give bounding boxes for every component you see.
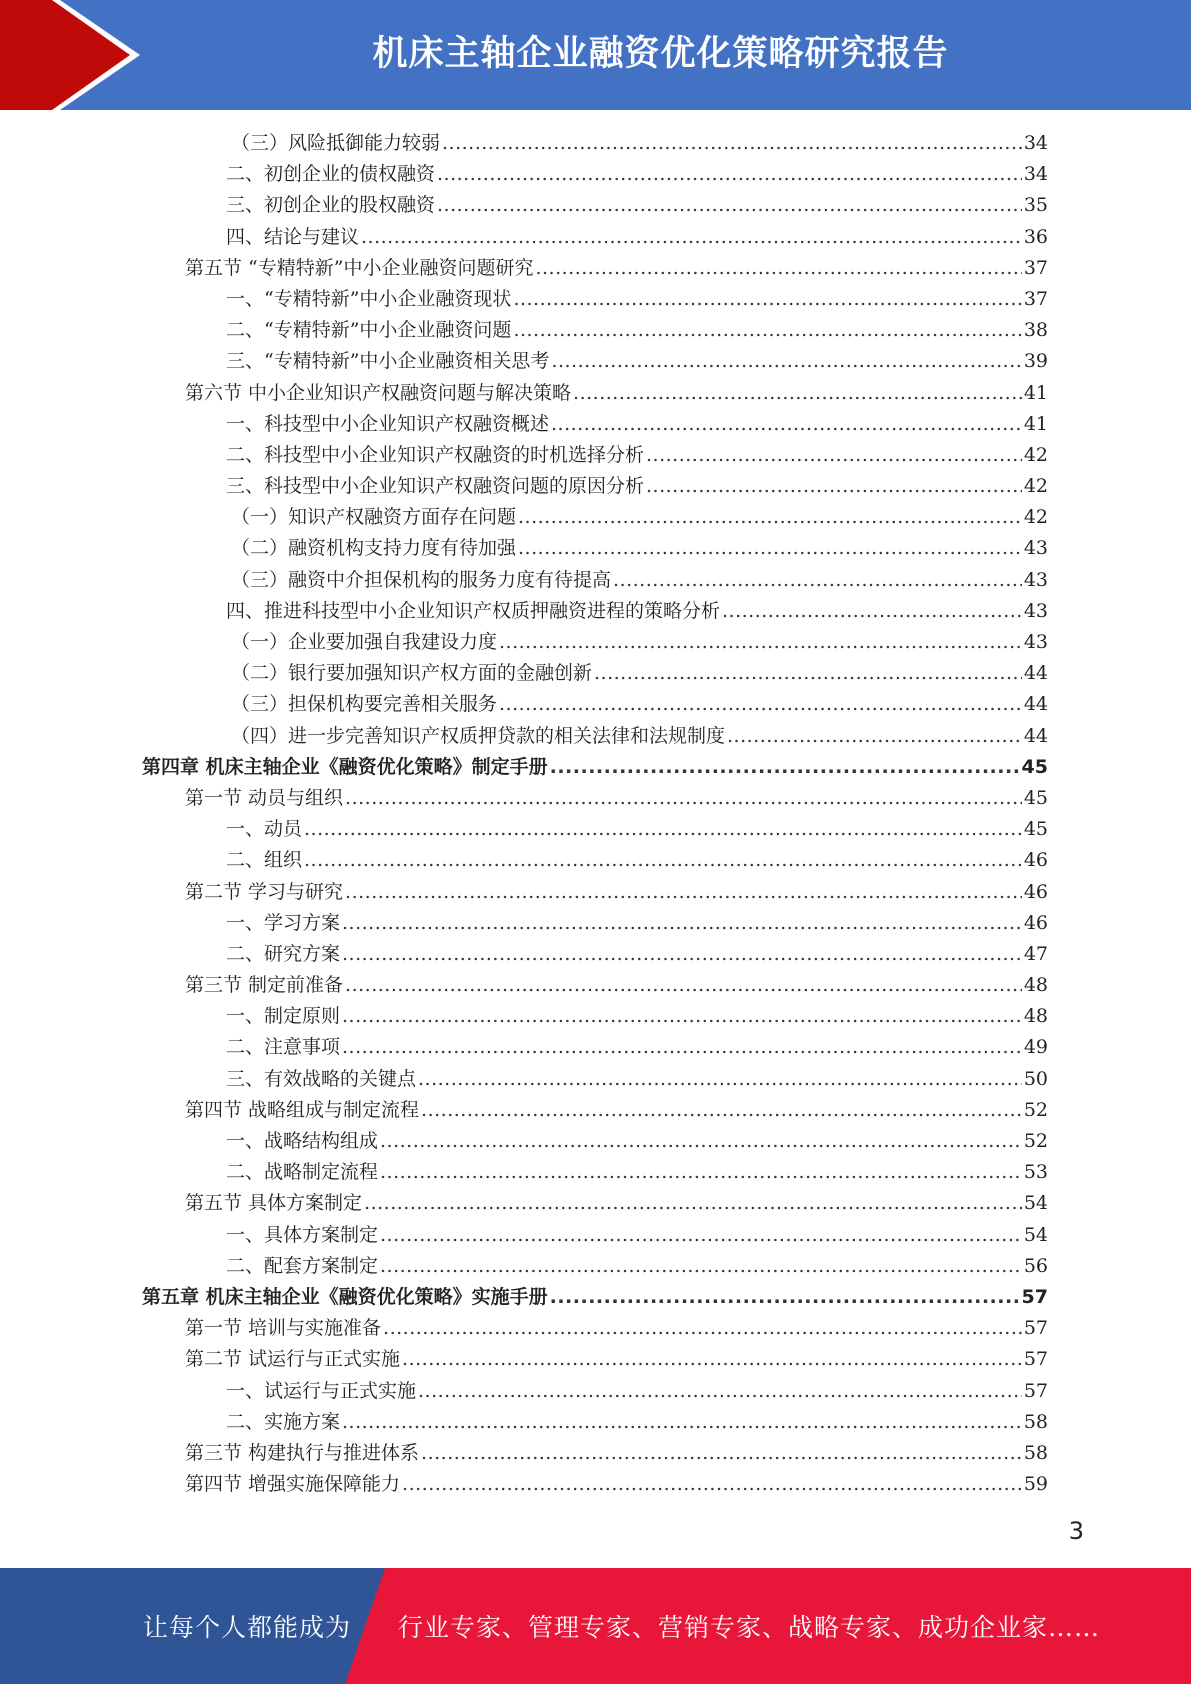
- toc-entry-page: 46: [1023, 849, 1048, 872]
- toc-dot-leader: [437, 159, 1022, 190]
- toc-entry[interactable]: [226, 1376, 1048, 1407]
- toc-dot-leader: [342, 1407, 1022, 1438]
- toc-entry-title: 第四章 机床主轴企业《融资优化策略》制定手册: [142, 755, 548, 778]
- toc-entry-page: 41: [1023, 412, 1048, 435]
- toc-entry[interactable]: [226, 440, 1048, 471]
- toc-entry[interactable]: [185, 970, 1048, 1001]
- toc-entry[interactable]: [185, 253, 1048, 284]
- toc-entry-page: 42: [1023, 506, 1048, 529]
- toc-entry-page: 58: [1023, 1410, 1048, 1433]
- toc-dot-leader: [518, 502, 1022, 533]
- toc-entry-title: 一、学习方案: [226, 911, 341, 934]
- toc-entry-title: （三）风险抵御能力较弱: [231, 132, 441, 154]
- toc-entry-title: 三、初创企业的股权融资: [226, 194, 436, 217]
- toc-entry-title: 三、科技型中小企业知识产权融资问题的原因分析: [226, 475, 645, 498]
- toc-entry-title: （三）担保机构要完善相关服务: [231, 693, 498, 716]
- toc-entry[interactable]: [226, 1157, 1048, 1188]
- toc-entry[interactable]: [226, 222, 1048, 253]
- toc-entry-page: 37: [1023, 287, 1048, 310]
- toc-entry[interactable]: [231, 721, 1048, 752]
- toc-entry-title: 一、战略结构组成: [226, 1130, 379, 1152]
- toc-dot-leader: [418, 1376, 1022, 1407]
- toc-entry[interactable]: [185, 783, 1048, 814]
- toc-entry-title: 第四节 战略组成与制定流程: [185, 1098, 420, 1121]
- toc-entry[interactable]: [226, 1407, 1048, 1438]
- toc-entry-title: 三、有效战略的关键点: [226, 1067, 417, 1090]
- toc-entry-page: 37: [1023, 256, 1048, 279]
- toc-dot-leader: [722, 596, 1022, 627]
- toc-entry-title: 二、配套方案制定: [226, 1254, 379, 1277]
- red-arrow-icon: [0, 0, 150, 110]
- toc-entry-page: 45: [1021, 755, 1048, 778]
- toc-entry[interactable]: [226, 409, 1048, 440]
- toc-dot-leader: [437, 190, 1022, 221]
- page-header: [0, 0, 1191, 110]
- toc-entry[interactable]: [185, 1188, 1048, 1219]
- toc-entry-page: 45: [1023, 786, 1048, 809]
- toc-entry-page: 46: [1023, 911, 1048, 934]
- toc-entry-title: 第五节 “专精特新”中小企业融资问题研究: [185, 256, 534, 279]
- toc-entry[interactable]: [142, 752, 1048, 783]
- toc-entry-title: 一、制定原则: [226, 1005, 341, 1028]
- toc-entry[interactable]: [226, 1001, 1048, 1032]
- toc-entry-title: 第一节 培训与实施准备: [185, 1317, 382, 1340]
- toc-entry-title: 一、“专精特新”中小企业融资现状: [226, 287, 512, 310]
- toc-entry[interactable]: [231, 565, 1048, 596]
- toc-entry-page: 43: [1023, 537, 1048, 560]
- page-number: 3: [1068, 1517, 1084, 1545]
- toc-entry-title: 二、“专精特新”中小企业融资问题: [226, 319, 512, 342]
- toc-entry-page: 59: [1023, 1473, 1048, 1496]
- toc-entry[interactable]: [226, 159, 1048, 190]
- toc-entry-title: 四、结论与建议: [226, 225, 360, 248]
- footer-slogan-left: 让每个人都能成为: [143, 1613, 352, 1642]
- toc-dot-leader: [380, 1157, 1022, 1188]
- toc-dot-leader: [342, 1001, 1022, 1032]
- toc-entry-page: 56: [1023, 1254, 1048, 1277]
- toc-dot-leader: [418, 1064, 1022, 1095]
- toc-entry-page: 42: [1023, 475, 1048, 498]
- toc-entry-title: （四）进一步完善知识产权质押贷款的相关法律和法规制度: [231, 724, 726, 747]
- toc-entry[interactable]: [231, 533, 1048, 564]
- toc-dot-leader: [421, 1095, 1022, 1126]
- toc-entry-page: 48: [1023, 1005, 1048, 1028]
- toc-dot-leader: [364, 1188, 1022, 1219]
- toc-entry-title: 二、战略制定流程: [226, 1161, 379, 1184]
- toc-dot-leader: [518, 533, 1022, 564]
- toc-entry[interactable]: [185, 1438, 1048, 1469]
- toc-dot-leader: [345, 970, 1022, 1001]
- toc-entry-title: 第二节 学习与研究: [185, 880, 344, 903]
- toc-dot-leader: [402, 1469, 1022, 1500]
- toc-entry-title: 第五章 机床主轴企业《融资优化策略》实施手册: [142, 1285, 548, 1308]
- toc-entry-title: 第三节 制定前准备: [185, 974, 344, 997]
- toc-entry-title: 一、具体方案制定: [226, 1223, 379, 1246]
- toc-dot-leader: [380, 1220, 1022, 1251]
- toc-entry-title: 二、科技型中小企业知识产权融资的时机选择分析: [226, 443, 645, 466]
- toc-dot-leader: [442, 128, 1022, 159]
- toc-dot-leader: [727, 721, 1022, 752]
- toc-entry-title: （三）融资中介担保机构的服务力度有待提高: [231, 568, 612, 591]
- toc-dot-leader: [499, 689, 1022, 720]
- toc-entry[interactable]: [226, 908, 1048, 939]
- toc-entry-page: 58: [1023, 1441, 1048, 1464]
- toc-entry-title: 一、试运行与正式实施: [226, 1379, 417, 1402]
- toc-dot-leader: [402, 1344, 1022, 1375]
- toc-entry-page: 43: [1023, 631, 1048, 653]
- toc-entry-title: 四、推进科技型中小企业知识产权质押融资进程的策略分析: [226, 599, 721, 622]
- toc-dot-leader: [342, 1032, 1022, 1063]
- toc-entry[interactable]: [185, 378, 1048, 409]
- toc-entry[interactable]: [226, 190, 1048, 221]
- toc-entry[interactable]: [231, 689, 1048, 720]
- toc-dot-leader: [345, 877, 1022, 908]
- toc-entry-title: （二）融资机构支持力度有待加强: [231, 537, 517, 560]
- toc-entry-title: 一、动员: [226, 818, 303, 841]
- toc-dot-leader: [421, 1438, 1022, 1469]
- toc-dot-leader: [573, 378, 1022, 409]
- toc-entry[interactable]: [226, 596, 1048, 627]
- toc-entry-page: 38: [1023, 319, 1048, 342]
- toc-entry[interactable]: [226, 346, 1048, 377]
- toc-entry-title: 第二节 试运行与正式实施: [185, 1348, 401, 1371]
- toc-entry-title: 二、初创企业的债权融资: [226, 163, 436, 186]
- toc-entry-page: 57: [1023, 1379, 1048, 1402]
- toc-entry-page: 57: [1023, 1348, 1048, 1371]
- toc-entry-page: 50: [1023, 1067, 1048, 1090]
- toc-entry-page: 44: [1023, 724, 1048, 747]
- toc-entry-page: 34: [1023, 132, 1048, 154]
- toc-entry-title: 一、科技型中小企业知识产权融资概述: [226, 412, 550, 435]
- toc-entry-page: 42: [1023, 443, 1048, 466]
- toc-entry[interactable]: [226, 284, 1048, 315]
- toc-dot-leader: [551, 409, 1022, 440]
- toc-entry-page: 46: [1023, 880, 1048, 903]
- toc-dot-leader: [646, 471, 1022, 502]
- toc-entry-page: 47: [1023, 942, 1048, 965]
- toc-entry-page: 57: [1021, 1285, 1048, 1308]
- toc-dot-leader: [513, 315, 1021, 346]
- toc-entry-page: 57: [1023, 1317, 1048, 1340]
- table-of-contents: [0, 128, 1191, 1500]
- toc-entry-page: 53: [1023, 1161, 1048, 1184]
- toc-entry[interactable]: [226, 1251, 1048, 1282]
- toc-dot-leader: [513, 284, 1021, 315]
- toc-entry[interactable]: [231, 502, 1048, 533]
- toc-entry-title: 二、注意事项: [226, 1036, 341, 1059]
- toc-entry[interactable]: [231, 627, 1048, 658]
- toc-entry-title: 第五节 具体方案制定: [185, 1192, 363, 1215]
- toc-dot-leader: [551, 346, 1021, 377]
- toc-entry-page: 52: [1023, 1130, 1048, 1152]
- toc-dot-leader: [550, 1282, 1020, 1313]
- toc-entry-title: 二、实施方案: [226, 1410, 341, 1433]
- toc-entry[interactable]: [226, 814, 1048, 845]
- toc-entry[interactable]: [142, 1282, 1048, 1313]
- toc-entry[interactable]: [226, 1064, 1048, 1095]
- toc-entry-page: 54: [1023, 1192, 1048, 1215]
- toc-entry[interactable]: [226, 1220, 1048, 1251]
- toc-entry-title: 第六节 中小企业知识产权融资问题与解决策略: [185, 381, 572, 404]
- toc-entry-title: 二、组织: [226, 849, 303, 872]
- toc-dot-leader: [342, 908, 1022, 939]
- toc-entry-title: 第三节 构建执行与推进体系: [185, 1441, 420, 1464]
- toc-entry-page: 45: [1023, 818, 1048, 841]
- toc-entry-page: 49: [1023, 1036, 1048, 1059]
- toc-entry[interactable]: [226, 939, 1048, 970]
- toc-dot-leader: [380, 1251, 1022, 1282]
- toc-entry-title: （一）知识产权融资方面存在问题: [231, 506, 517, 529]
- toc-entry[interactable]: [226, 315, 1048, 346]
- toc-entry-page: 39: [1023, 350, 1048, 373]
- toc-dot-leader: [342, 939, 1022, 970]
- toc-entry[interactable]: [185, 1344, 1048, 1375]
- toc-entry[interactable]: [185, 877, 1048, 908]
- toc-dot-leader: [550, 752, 1020, 783]
- toc-entry-title: 第一节 动员与组织: [185, 786, 344, 809]
- page-footer: [0, 1568, 1191, 1684]
- toc-entry-page: 54: [1023, 1223, 1048, 1246]
- toc-entry-page: 41: [1023, 381, 1048, 404]
- toc-dot-leader: [594, 658, 1022, 689]
- toc-entry-title: 二、研究方案: [226, 942, 341, 965]
- toc-entry[interactable]: [185, 1095, 1048, 1126]
- toc-dot-leader: [646, 440, 1022, 471]
- toc-dot-leader: [361, 222, 1022, 253]
- toc-dot-leader: [499, 627, 1022, 658]
- toc-dot-leader: [380, 1126, 1022, 1157]
- toc-entry-title: （一）企业要加强自我建设力度: [231, 631, 498, 653]
- toc-dot-leader: [304, 814, 1022, 845]
- toc-entry[interactable]: [231, 128, 1048, 159]
- toc-entry-page: 48: [1023, 974, 1048, 997]
- toc-entry-page: 43: [1023, 599, 1048, 622]
- toc-entry[interactable]: [226, 1032, 1048, 1063]
- toc-entry-page: 35: [1023, 194, 1048, 217]
- toc-entry[interactable]: [226, 845, 1048, 876]
- toc-entry[interactable]: [226, 1126, 1048, 1157]
- toc-entry-title: 第四节 增强实施保障能力: [185, 1473, 401, 1496]
- toc-entry-page: 34: [1023, 163, 1048, 186]
- toc-entry[interactable]: [185, 1469, 1048, 1500]
- toc-dot-leader: [383, 1313, 1022, 1344]
- toc-entry-title: （二）银行要加强知识产权方面的金融创新: [231, 662, 593, 685]
- toc-dot-leader: [535, 253, 1021, 284]
- toc-dot-leader: [613, 565, 1022, 596]
- toc-entry[interactable]: [231, 658, 1048, 689]
- toc-entry-page: 44: [1023, 693, 1048, 716]
- toc-entry[interactable]: [226, 471, 1048, 502]
- toc-entry-page: 52: [1023, 1098, 1048, 1121]
- toc-entry-page: 36: [1023, 225, 1048, 248]
- toc-entry-page: 43: [1023, 568, 1048, 591]
- toc-entry[interactable]: [185, 1313, 1048, 1344]
- toc-entry-title: 三、“专精特新”中小企业融资相关思考: [226, 350, 550, 373]
- toc-dot-leader: [345, 783, 1022, 814]
- toc-dot-leader: [304, 845, 1022, 876]
- toc-entry-page: 44: [1023, 662, 1048, 685]
- footer-slogan-right: 行业专家、管理专家、营销专家、战略专家、成功企业家……: [398, 1613, 1101, 1642]
- page-title: 机床主轴企业融资优化策略研究报告: [372, 34, 949, 74]
